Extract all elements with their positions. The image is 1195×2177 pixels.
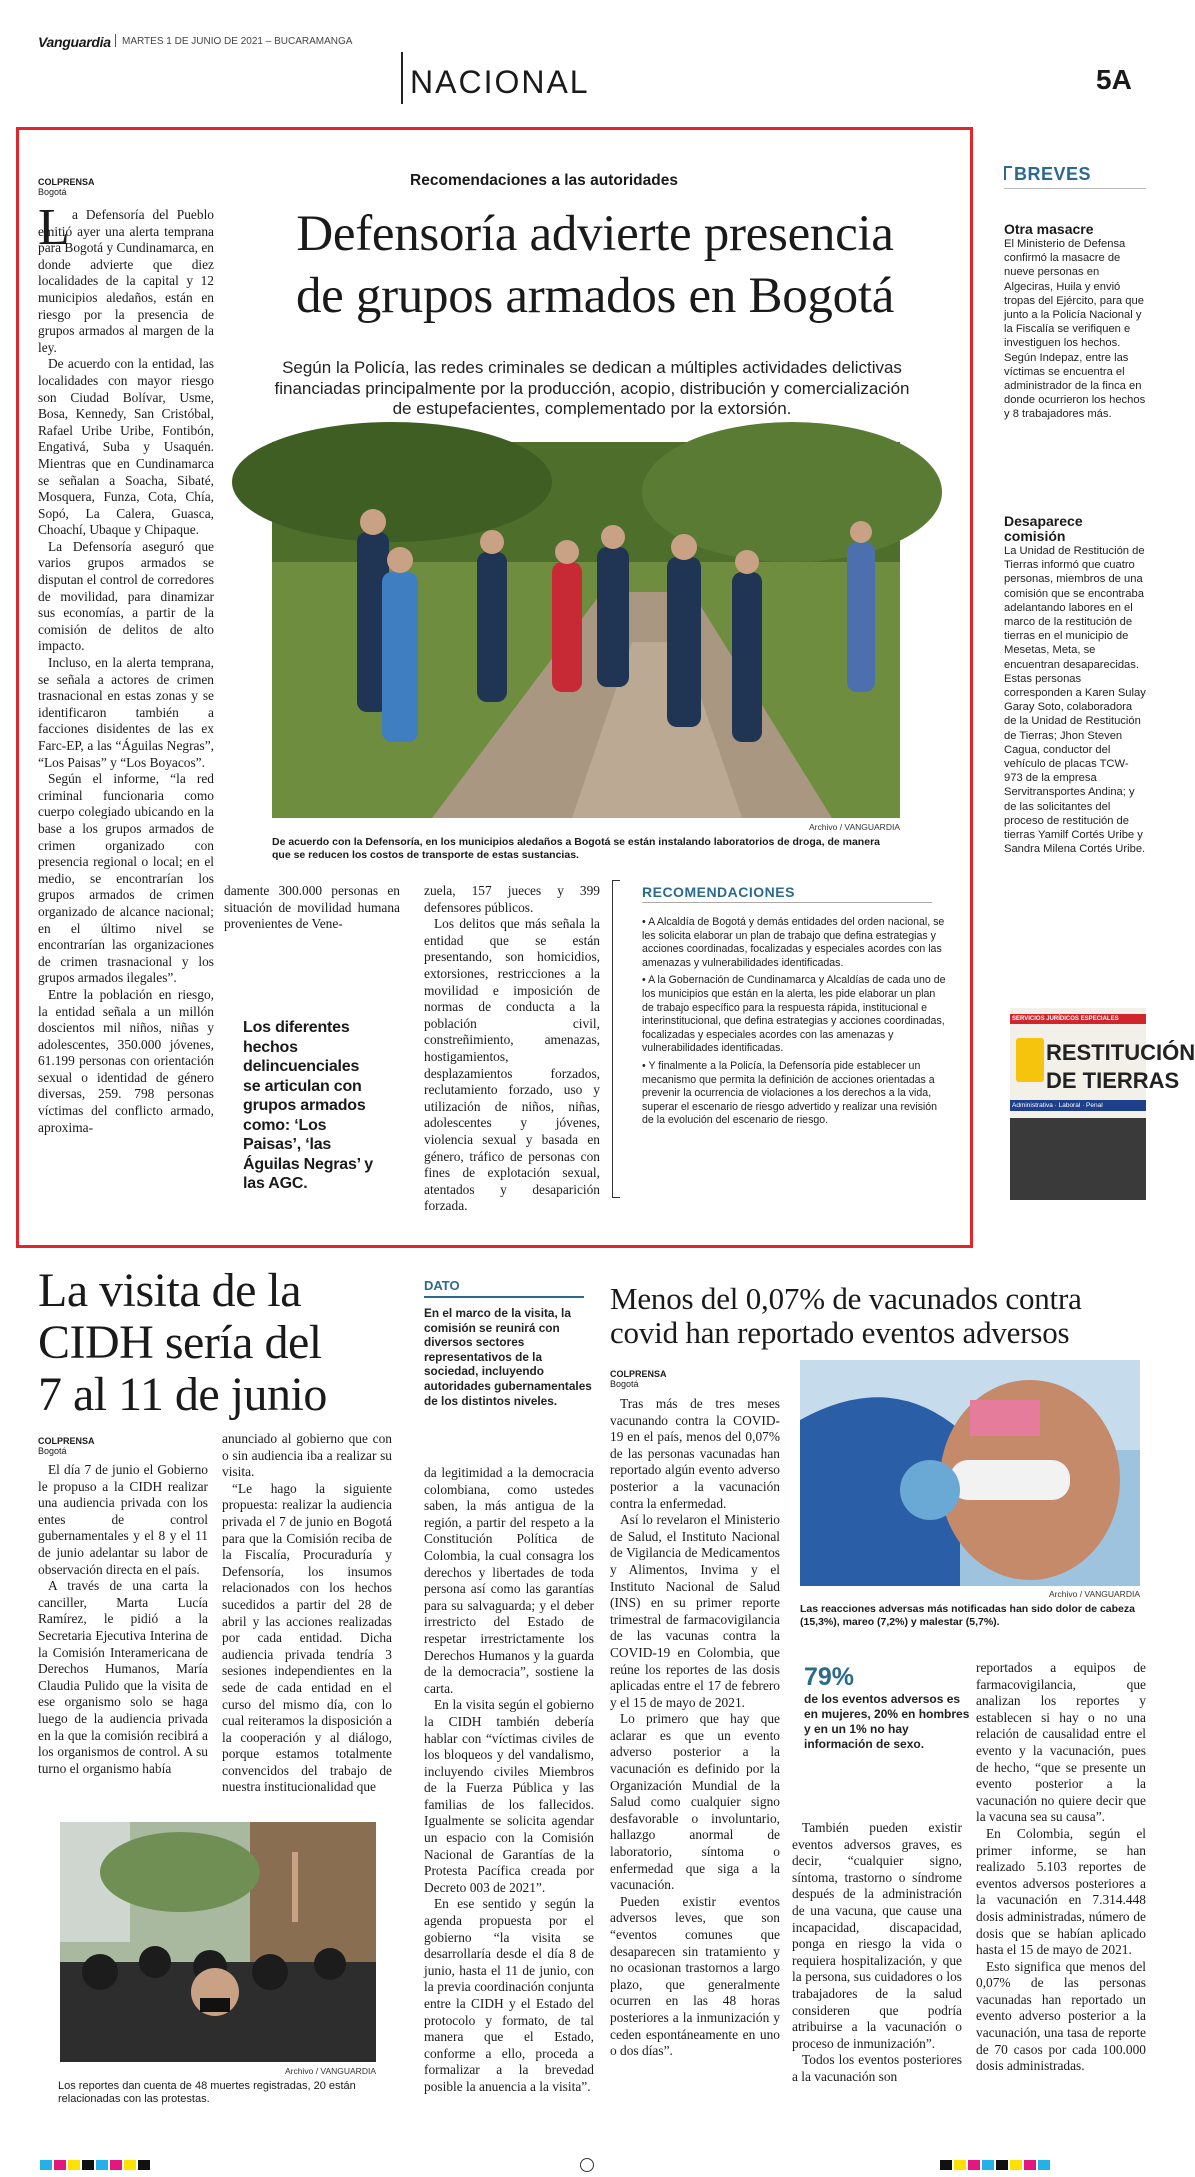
- lead-headline-line1: Defensoría advierte presencia: [296, 206, 894, 262]
- cidh-caption: Los reportes dan cuenta de 48 muertes registradas, 20 están relacionadas con las protestas.: [58, 2080, 356, 2105]
- vacunas-paragraph: Así lo revelaron el Ministerio de Salud, el Instituto Nacional de Vigilancia de Medicamentos y Alimentos, Invima y el Instituto Nacional de Salud (INS) en su primer reporte trimestral de farmacovigilancia de las vacunas contra la COVID-19 en Colombia, que reúne los reportes de las dosis aplicadas entre el 17 de febrero y el 15 de mayo de 2021.: [610, 1512, 780, 1710]
- breves-photo-emblem: [1016, 1038, 1044, 1082]
- vacunas-stat-number: 79%: [804, 1663, 855, 1691]
- breves-photo-sign-main-1: RESTITUCIÓN: [1046, 1040, 1195, 1065]
- cidh-paragraph: “Le hago la siguiente propuesta: realizar la audiencia privada el 7 de junio en Bogotá para que la Comisión reciba de la Fiscalía, Procuraduría y Defensoría, los insumos relacionados con los hechos sucedidos a partir del 28 de abril y las acciones realizadas por cada entidad. Dicha audiencia privada tendría 3 sesiones independientes en la sede de cada entidad en el curso del mismo día, con lo cual reiteramos la disposición a la cooperación y al diálogo, porque estamos totalmente convencidos del trabajo de nuestra institucionalidad que: [222, 1480, 392, 1795]
- vacunas-byline-agency: COLPRENSA: [610, 1369, 667, 1379]
- lead-column-2: [224, 883, 400, 933]
- section-title: NACIONAL: [410, 64, 590, 100]
- lead-paragraph: Incluso, en la alerta temprana, se señala a actores de crimen trasnacional en estas zonas y se identificaron también a facciones disidentes de las ex Farc-EP, a las “Águilas Negras”, “Los Paisas” y “Los Boyacos”.: [38, 655, 214, 770]
- lead-paragraph: Según el informe, “la red criminal funcionaria como cuerpo colegiado ubicando en la base a los grupos armados de crimen organizado con presencia regional o local; en el medio, se encontrarían los grupos armados de crimen organizado de alcance nacional; en el último nivel se encontrarían las organizaciones de crimen trasnacional y los grupos armados ilegales”.: [38, 771, 214, 986]
- masthead-logo: Vanguardia: [38, 34, 111, 50]
- cidh-byline-agency: COLPRENSA: [38, 1436, 95, 1446]
- cidh-paragraph: anunciado al gobierno que con o sin audiencia iba a realizar su visita.: [222, 1431, 392, 1480]
- vacunas-column-2: [792, 1820, 962, 2086]
- breves-rule: [1004, 188, 1146, 189]
- vacunas-byline-city: Bogotá: [610, 1379, 639, 1389]
- breves-item-2: [1004, 514, 1146, 856]
- recommendations-list: [642, 916, 948, 1132]
- lead-deck: Según la Policía, las redes criminales se dedican a múltiples actividades delictivas financiadas principalmente por la producción, acopio, distribución y comercialización de estupefacientes, complementado por la extorsión.: [274, 358, 910, 418]
- lead-kicker: Recomendaciones a las autoridades: [410, 172, 678, 189]
- lead-paragraph: Los delitos que más señala la entidad que se están presentando, son homicidios, extorsiones, restricciones a la movilidad e imposición de normas de conducta a la población civil, constreñimiento, amenazas, hostigamientos, desplazamientos forzados, reclutamiento forzado, uso y utilización de niños, niñas, adolescentes y jóvenes, violencia sexual y basada en género, tráfico de personas con fines de explotación sexual, atentados y desaparición forzada.: [424, 916, 600, 1214]
- breves-tick: [1004, 166, 1012, 180]
- lead-pullquote: Los diferentes hechos delincuenciales se articulan con grupos armados como: ‘Los Paisas’, ‘las Águilas Negras’ y las AGC.: [243, 1019, 373, 1192]
- lead-byline-agency: COLPRENSA: [38, 177, 95, 187]
- cidh-photo-credit: Archivo / VANGUARDIA: [284, 2066, 376, 2076]
- vacunas-photo-image: [800, 1360, 1140, 1586]
- vacunas-byline: [610, 1369, 667, 1389]
- dato-box: [424, 1278, 594, 1408]
- lead-photo-credit: Archivo / VANGUARDIA: [808, 822, 900, 832]
- lead-paragraph: damente 300.000 personas en situación de movilidad humana provenientes de Vene-: [224, 883, 400, 932]
- recommendations-title-rule: [642, 902, 932, 903]
- vacunas-paragraph: Todos los eventos posteriores a la vacunación son: [792, 2052, 962, 2084]
- lead-paragraph: zuela, 157 jueces y 399 defensores públicos.: [424, 883, 600, 915]
- breves-photo-sign-main-2: DE TIERRAS: [1046, 1068, 1180, 1093]
- recommendations-title: RECOMENDACIONES: [642, 884, 795, 900]
- vacunas-paragraph: También pueden existir eventos adversos graves, es decir, “cualquier signo, síntoma, trastorno o síndrome después de la administración de una vacuna, que cause una incapacidad, discapacidad, ponga en riesgo la vida o requiera hospitalización, y que la persona, sus cuidadores o los trabajadores de la salud consideren que podría atribuirse a la vacunación o proceso de inmunización”.: [792, 1820, 962, 2051]
- registration-swatches-right: [940, 2160, 1052, 2170]
- vacunas-caption: Las reacciones adversas más notificadas han sido dolor de cabeza (15,3%), mareo (7,2%) y malestar (5,7%).: [800, 1603, 1135, 1628]
- vacunas-paragraph: Tras más de tres meses vacunando contra la COVID-19 en el país, menos del 0,07% de las personas vacunadas han reportado algún evento adverso posterior a la vacunación contra la enfermedad.: [610, 1396, 780, 1511]
- vacunas-paragraph: En Colombia, según el primer informe, se han realizado 5.103 reportes de eventos adversos posteriores a la vacunación en 7.314.448 dosis administradas, número de dosis que se habían aplicado hasta el 15 de mayo de 2021.: [976, 1825, 1146, 1958]
- vacunas-stat-box: [804, 1664, 970, 1752]
- registration-bar: [40, 2160, 1140, 2172]
- breves-photo-sign-sub: Administrativa · Laboral · Penal: [1010, 1100, 1146, 1111]
- lead-dropcap: L: [38, 199, 70, 256]
- lead-paragraph: Entre la población en riesgo, la entidad señala a un millón doscientos mil niños, niñas y adolescentes, 350.000 jóvenes, 61.199 personas con orientación sexual o identidad de género diversas, 259. 798 personas víctimas del conflicto armado, aproxima-: [38, 986, 214, 1135]
- cidh-paragraph: En ese sentido y según la agenda propuesta por el gobierno “la visita se desarrollaría desde el día 8 de junio, hasta el 11 de junio, con la previa coordinación conjunta entre la CIDH y el Estado del protocolo y formato, de tal manera que el Estado, conforme a ello, proceda a formalizar a la brevedad posible la anuencia a la visita”.: [424, 1896, 594, 2094]
- vacunas-column-1: [610, 1396, 780, 2060]
- breves-item-2-text: La Unidad de Restitución de Tierras informó que cuatro personas, miembros de una comisión que se encontraba adelantando labores en el marco de la restitución de tierras en el municipio de Mesetas, Meta, se encuentran desaparecidas. Estas personas corresponden a Karen Sulay Garay Soto, colaboradora de la Unidad de Restitución de Tierras; Jhon Steven Cagua, conductor del vehículo de placas TCW-973 de la empresa Servitransportes Andina; y de las solicitantes del proceso de restitución de tierras Yamilf Cortés Uribe y Sandra Milena Cortés Uribe.: [1004, 545, 1146, 856]
- breves-title: BREVES: [1014, 164, 1092, 184]
- cidh-column-3: [424, 1465, 594, 2096]
- lead-paragraph: a Defensoría del Pueblo emitió ayer una alerta temprana para Bogotá y Cundinamarca, en donde advierte que diez localidades de la capital y 12 municipios aledaños, están en riesgo por la presencia de grupos armados al margen de la ley.: [38, 207, 214, 355]
- cidh-paragraph: El día 7 de junio el Gobierno le propuso a la CIDH realizar una audiencia privada con los entes de control gubernamentales y el 8 y el 11 de junio adelantar su labor de observación directa en el país.: [38, 1462, 208, 1577]
- cidh-column-2: [222, 1431, 392, 1796]
- lead-headline: [230, 203, 960, 327]
- cidh-column-1: [38, 1462, 208, 1777]
- breves-item-1: [1004, 222, 1146, 422]
- lead-headline-line2: de grupos armados en Bogotá: [295, 268, 895, 324]
- lead-paragraph: De acuerdo con la entidad, las localidades con mayor riesgo son Ciudad Bolívar, Usme, Bosa, Kennedy, San Cristóbal, Rafael Uribe Uribe, Fontibón, Engativá, Suba y Usaquén. Mientras que en Cundinamarca se señalan a Soacha, Sibaté, Mosquera, Funza, Cota, Chía, Sopó, La Calera, Guasca, Choachí, Ubaque y Chipaque.: [38, 356, 214, 538]
- cidh-photo-image: [60, 1822, 376, 2062]
- vacunas-paragraph: Esto significa que menos del 0,07% de las personas vacunadas han reportado un evento adverso posterior a la vacunación, una tasa de reporte de 70 casos por cada 100.000 dosis administradas.: [976, 1958, 1146, 2074]
- vacunas-paragraph: Lo primero que hay que aclarar es que un evento adverso posterior a la vacunación es definido por la Organización Mundial de la Salud como cualquier signo desfavorable o involuntario, hallazgo anormal de laboratorio, síntoma o enfermedad que siga a la vacunación.: [610, 1711, 780, 1893]
- cidh-paragraph: da legitimidad a la democracia colombiana, como ustedes saben, la más antigua de la región, a partir del respeto a la Constitución Política de Colombia, la cual consagra los derechos y libertades de toda persona así como las garantías para su salvaguarda; y el deber irrestricto del Estado de respetar irrestrictamente los Derechos Humanos y la guarda de la democracia”, sostiene la carta.: [424, 1465, 594, 1696]
- vacunas-photo: [800, 1360, 1140, 1586]
- lead-column-3: [424, 883, 600, 1215]
- cidh-paragraph: En la visita según el gobierno la CIDH también debería hablar con “víctimas civiles de los bloqueos y del vandalismo, incluyendo civiles Miembros de la Fuerza Pública y las familias de los fallecidos. Igualmente se solicita agendar un espacio con la Comisión Nacional de Garantías de la Protesta Pacífica creada por Decreto 003 de 2021”.: [424, 1697, 594, 1895]
- cidh-paragraph: A través de una carta la canciller, Marta Lucía Ramírez, le pidió a la Secretaria Ejecutiva Interina de la Comisión Interamericana de Derechos Humanos, María Claudia Pulido que la visita de ese organismo solo se haga luego de la audiencia privada en la que la comisión recibirá a los organismos de control. A su turno el organismo había: [38, 1578, 208, 1776]
- cidh-headline: La visita de la CIDH sería del 7 al 11 de junio: [38, 1264, 327, 1421]
- section-rule: [401, 52, 403, 104]
- vacunas-photo-credit: Archivo / VANGUARDIA: [1048, 1589, 1140, 1599]
- cidh-byline-city: Bogotá: [38, 1446, 67, 1456]
- breves-item-1-head: Otra masacre: [1004, 221, 1094, 237]
- masthead-rule-small: [115, 34, 116, 47]
- breves-photo-sign-top: SERVICIOS JURÍDICOS ESPECIALES: [1010, 1014, 1146, 1024]
- dato-title: DATO: [424, 1278, 460, 1293]
- vacunas-column-3: [976, 1660, 1146, 2075]
- recommendations-box: [612, 880, 962, 1220]
- masthead-date: MARTES 1 DE JUNIO DE 2021 – BUCARAMANGA: [122, 36, 353, 47]
- vacunas-paragraph: Pueden existir eventos adversos leves, que son “eventos comunes que desaparecen sin tratamiento y no ocasionan trastornos a largo plazo, que generalmente ocurren en las 48 horas posteriores a la inmunización y ceden espontáneamente en uno o dos días”.: [610, 1893, 780, 2059]
- lead-photo-image: [272, 442, 900, 818]
- lead-caption: De acuerdo con la Defensoría, en los municipios aledaños a Bogotá se están instalando laboratorios de droga, de manera que se reducen los costos de transporte de estas sustancias.: [272, 836, 880, 861]
- page-number: 5A: [1096, 64, 1132, 95]
- recommendations-bracket: [612, 880, 620, 1198]
- breves-item-1-text: El Ministerio de Defensa confirmó la masacre de nueve personas en Algeciras, Huila y envió tropas del Ejército, para que junto a la Policía Nacional y la Fiscalía se verifiquen e investiguen los hechos. Según Indepaz, entre las víctimas se encuentra el administrador de la finca en donde ocurrieron los hechos y 8 trabajadores más.: [1004, 238, 1146, 421]
- lead-byline-city: Bogotá: [38, 187, 67, 197]
- dato-text: En el marco de la visita, la comisión se reunirá con diversos sectores representativos de la sociedad, incluyendo autoridades gubernamentales de los distintos niveles.: [424, 1306, 592, 1408]
- lead-byline: [38, 177, 95, 197]
- cidh-photo: [60, 1822, 376, 2062]
- vacunas-stat-text: de los eventos adversos es en mujeres, 20% en hombres y en un 1% no hay información de sexo.: [804, 1692, 970, 1751]
- registration-crosshair-icon: [580, 2158, 594, 2172]
- vacunas-paragraph: reportados a equipos de farmacovigilancia, que analizan los reportes y establecen si hay o no una relación de causalidad entre el evento y la vacunación, pues de hecho, “que se presente un evento posterior a la vacunación no quiere decir que la vacuna sea su causa”.: [976, 1660, 1146, 1825]
- breves-photo: [1010, 1008, 1195, 1200]
- lead-photo: [272, 442, 900, 818]
- masthead: [38, 30, 1138, 110]
- breves-photo-shadow: [1010, 1118, 1146, 1200]
- lead-paragraph: La Defensoría aseguró que varios grupos armados se disputan el control de corredores de movilidad, para dinamizar sus economías, a partir de la comisión de delitos de alto impacto.: [38, 538, 214, 654]
- registration-swatches-left: [40, 2160, 152, 2170]
- lead-column-1: [38, 199, 214, 1136]
- breves-item-2-head: Desaparece comisión: [1004, 513, 1083, 544]
- recommendation-item: • Y finalmente a la Policía, la Defensoría pide establecer un mecanismo que permita la definición de acciones orientadas a prevenir la ocurrencia de violaciones a los derechos a la vida, superar el escenario de riesgo advertido y realizar una revisión de la evolución del escenario de riesgo.: [642, 1059, 938, 1127]
- recommendation-item: • A la Gobernación de Cundinamarca y Alcaldías de cada uno de los municipios que están en la alerta, les pide elaborar un plan de trabajo específico para la respuesta rápida, institucional e interinstitucional, que defina estrategias y acciones coordinadas, focalizadas y especiales acordes con las amenazas y vulnerabilidades identificadas.: [642, 974, 946, 1055]
- recommendation-item: • A Alcaldía de Bogotá y demás entidades del orden nacional, se les solicita elaborar un plan de trabajo que defina estrategias y acciones coordinadas, focalizadas y especiales acordes con las amenazas y vulnerabilidades identificadas.: [642, 916, 945, 969]
- cidh-byline: [38, 1436, 95, 1456]
- dato-rule: [424, 1296, 584, 1298]
- vacunas-headline: Menos del 0,07% de vacunados contra covid han reportado eventos adversos: [610, 1281, 1082, 1350]
- breves-sidebar: [1004, 160, 1195, 1200]
